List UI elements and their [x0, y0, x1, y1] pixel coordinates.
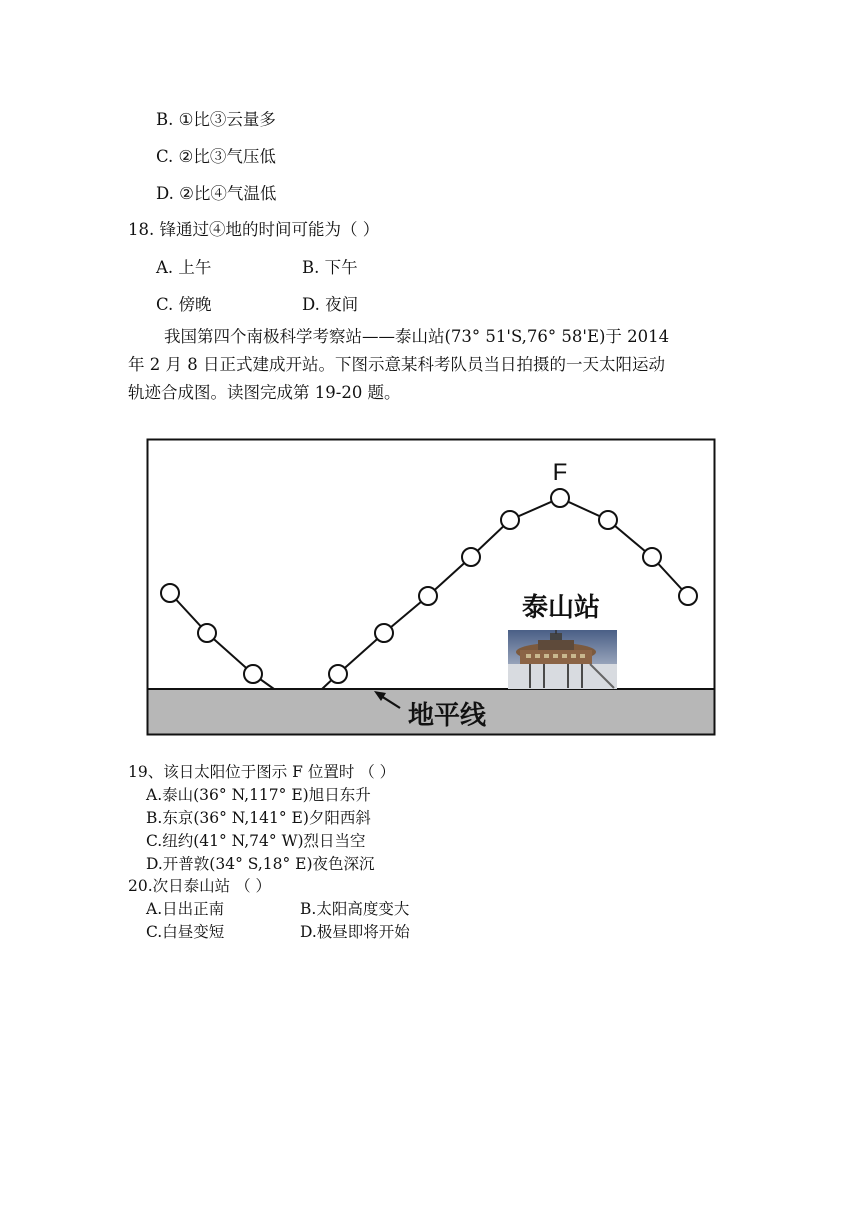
- q17-option-c: C. ②比③气压低: [156, 147, 276, 166]
- sun-path-svg: [146, 438, 716, 736]
- q20-option-a: A.日出正南: [146, 900, 225, 918]
- sun-position: [462, 548, 480, 566]
- intro-line-1: 我国第四个南极科学考察站——泰山站(73° 51'S,76° 58'E)于 2014: [164, 327, 670, 346]
- station-photo: [508, 630, 617, 689]
- q18-option-c: C. 傍晚: [156, 295, 212, 314]
- sun-position-f: [551, 489, 569, 507]
- q19-option-a: A.泰山(36° N,117° E)旭日东升: [146, 786, 371, 804]
- q20-option-d: D.极昼即将开始: [300, 923, 410, 941]
- q17-option-d: D. ②比④气温低: [156, 184, 277, 203]
- sun-position: [643, 548, 661, 566]
- q20-option-b: B.太阳高度变大: [300, 900, 410, 918]
- q19-stem: 19、该日太阳位于图示 F 位置时 （ ）: [128, 763, 396, 781]
- q19-option-d: D.开普敦(34° S,18° E)夜色深沉: [146, 855, 375, 873]
- sun-position: [161, 584, 179, 602]
- q18-option-a: A. 上午: [156, 258, 212, 277]
- q20-stem: 20.次日泰山站 （ ）: [128, 877, 272, 895]
- sun-position: [419, 587, 437, 605]
- sun-position: [375, 624, 393, 642]
- sun-path-figure: [146, 438, 716, 736]
- q18-option-b: B. 下午: [302, 258, 358, 277]
- intro-paragraph: [128, 323, 744, 407]
- intro-line-2: 年 2 月 8 日正式建成开站。下图示意某科考队员当日拍摄的一天太阳运动: [128, 355, 665, 374]
- q19-option-c: C.纽约(41° N,74° W)烈日当空: [146, 832, 366, 850]
- q18-option-d: D. 夜间: [302, 295, 359, 314]
- intro-line-3: 轨迹合成图。读图完成第 19-20 题。: [128, 383, 401, 402]
- station-label: 泰山站: [521, 593, 601, 623]
- q20-option-c: C.白昼变短: [146, 923, 225, 941]
- peak-label: F: [552, 459, 568, 486]
- q19-option-b: B.东京(36° N,141° E)夕阳西斜: [146, 809, 371, 827]
- q17-option-b: B. ①比③云量多: [156, 110, 276, 129]
- sun-position: [198, 624, 216, 642]
- sun-position: [244, 665, 262, 683]
- q18-stem: 18. 锋通过④地的时间可能为（ ）: [128, 220, 380, 239]
- sun-position: [501, 511, 519, 529]
- sun-position: [599, 511, 617, 529]
- sun-position: [329, 665, 347, 683]
- horizon-label: 地平线: [408, 701, 487, 731]
- sun-position: [679, 587, 697, 605]
